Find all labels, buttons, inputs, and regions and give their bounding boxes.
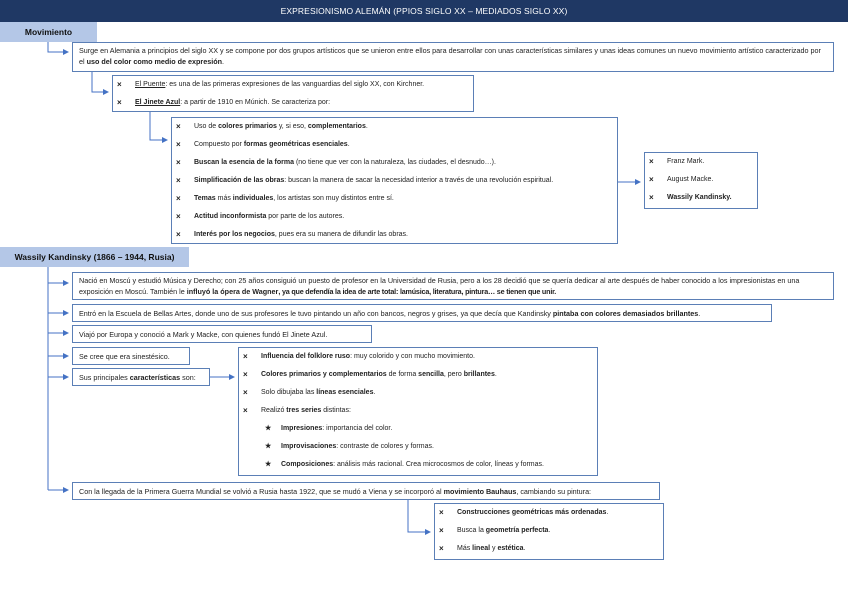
kandinsky-chars-list	[238, 347, 598, 476]
list-item-artist: × Wassily Kandinsky.	[645, 189, 757, 207]
list-item-feature: × Temas más individuales, los artistas son muy distintos entre sí.	[172, 190, 617, 208]
list-item-artist: × August Macke.	[645, 171, 757, 189]
kandinsky-bio: Nació en Moscú y estudió Música y Derecho; con 25 años consiguió un puesto de profesor en la Universidad de Rusia, pero a los 28 decidió que se quería dedicar al arte después de haber conocido a los impresionistas en una exposición en Moscú. También le influyó la ópera de Wagner, ya que defendía la idea de arte total: lamúsica, literatura, pintura… se tienen que unir.	[72, 272, 834, 300]
list-item-pintura: × Busca la geometría perfecta.	[435, 522, 663, 540]
list-item-el-puente: × El Puente: es una de las primeras expresiones de las vanguardias del siglo XX, con Kirchner.	[113, 76, 473, 94]
section-heading-kandinsky: Wassily Kandinsky (1866 – 1944, Rusia)	[0, 247, 189, 267]
list-item-series: ★ Improvisaciones: contraste de colores y formas.	[239, 438, 597, 456]
movimiento-intro: Surge en Alemania a principios del siglo XX y se compone por dos grupos artísticos que se unieron entre ellos para desarrollar con unas características similares y unas ideas comunes un nuevo movimiento artístico caracterizado por el uso del color como medio de expresión.	[72, 42, 834, 72]
kandinsky-viajo: Viajó por Europa y conoció a Mark y Macke, con quienes fundó El Jinete Azul.	[72, 325, 372, 343]
list-item-char: × Colores primarios y complementarios de forma sencilla, pero brillantes.	[239, 366, 597, 384]
artists-list	[644, 152, 758, 209]
list-item-char: × Solo dibujaba las líneas esenciales.	[239, 384, 597, 402]
list-item-el-jinete-azul: × El Jinete Azul: a partir de 1910 en Múnich. Se caracteriza por:	[113, 94, 473, 112]
list-item-pintura: × Más lineal y estética.	[435, 540, 663, 558]
list-item-feature: × Uso de colores primarios y, si eso, complementarios.	[172, 118, 617, 136]
list-item-series: ★ Impresiones: importancia del color.	[239, 420, 597, 438]
kandinsky-guerra: Con la llegada de la Primera Guerra Mundial se volvió a Rusia hasta 1922, que se mudó a Viena y se incorporó al movimiento Bauhaus, cambiando su pintura:	[72, 482, 660, 500]
section-heading-movimiento: Movimiento	[0, 22, 97, 42]
grupos-list	[112, 75, 474, 112]
list-item-pintura: × Construcciones geométricas más ordenadas.	[435, 504, 663, 522]
list-item-feature: × Compuesto por formas geométricas esenciales.	[172, 136, 617, 154]
list-item-char: × Influencia del folklore ruso: muy colorido y con mucho movimiento.	[239, 348, 597, 366]
list-item-series: ★ Composiciones: análisis más racional. Crea microcosmos de color, líneas y formas.	[239, 456, 597, 474]
list-item-feature: × Actitud inconformista por parte de los autores.	[172, 208, 617, 226]
kandinsky-sinestesico: Se cree que era sinestésico.	[72, 347, 190, 365]
kandinsky-caracteristicas: Sus principales características son:	[72, 368, 210, 386]
list-item-feature: × Interés por los negocios, pues era su manera de difundir las obras.	[172, 226, 617, 244]
list-item-artist: × Franz Mark.	[645, 153, 757, 171]
jinete-azul-features	[171, 117, 618, 244]
page-title: EXPRESIONISMO ALEMÁN (PPIOS SIGLO XX – MEDIADOS SIGLO XX)	[0, 0, 848, 22]
list-item-char: × Realizó tres series distintas:	[239, 402, 597, 420]
list-item-feature: × Simplificación de las obras: buscan la manera de sacar la necesidad interior a través de una revolución espiritual.	[172, 172, 617, 190]
kandinsky-bellas-artes: Entró en la Escuela de Bellas Artes, donde uno de sus profesores le tuvo pintando un año con bancos, negros y grises, ya que decía que Kandinsky pintaba con colores demasiados brillantes.	[72, 304, 772, 322]
kandinsky-pintura-list	[434, 503, 664, 560]
list-item-feature: × Buscan la esencia de la forma (no tiene que ver con la naturaleza, las ciudades, el desnudo…).	[172, 154, 617, 172]
